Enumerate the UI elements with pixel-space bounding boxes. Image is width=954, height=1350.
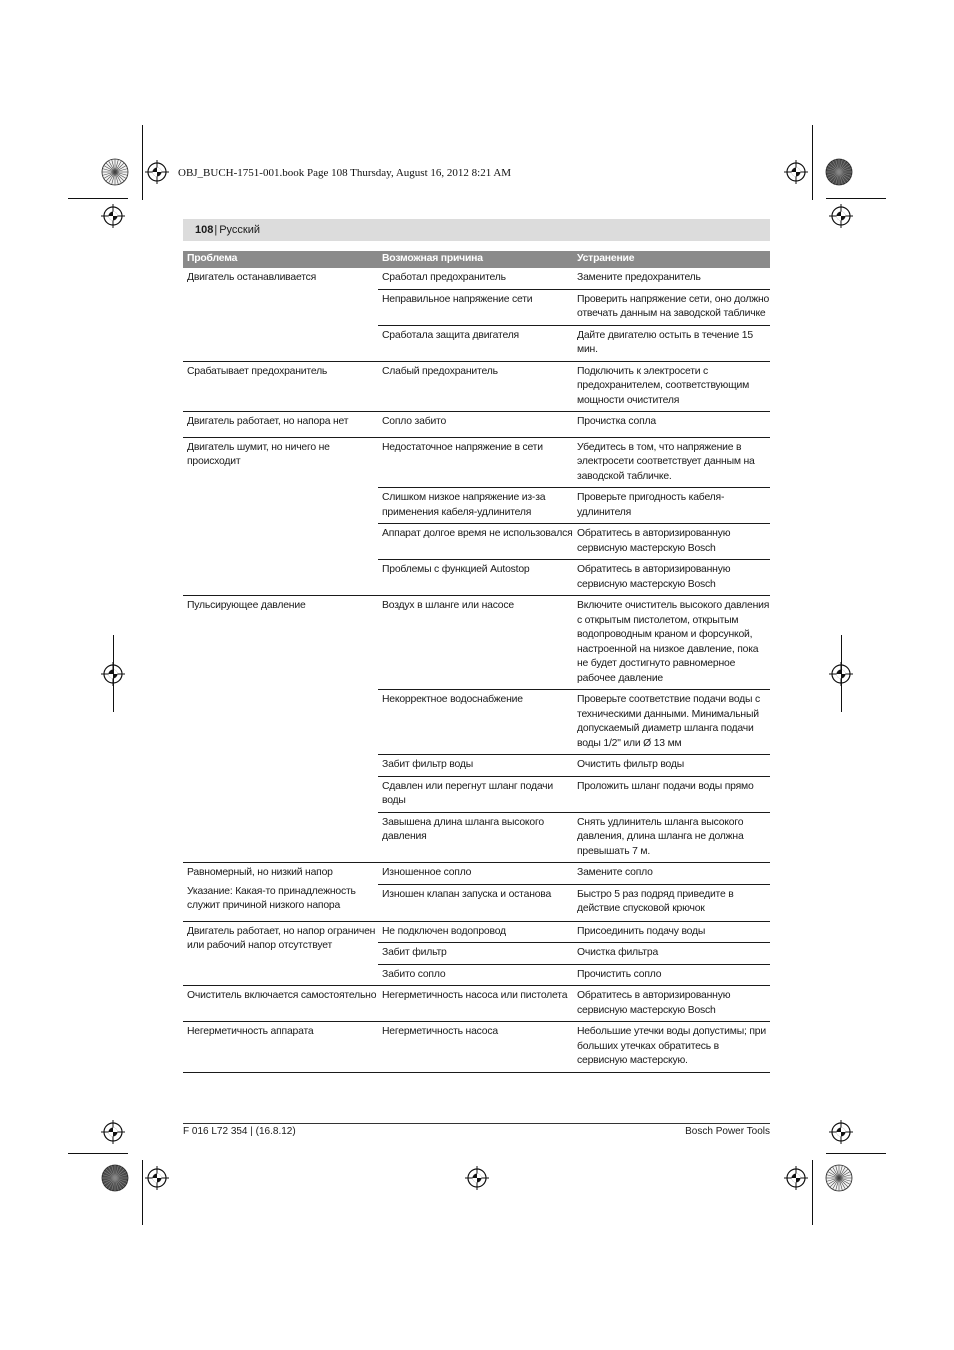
fix-cell: Присоединить подачу воды bbox=[577, 925, 706, 937]
footer-brand: Bosch Power Tools bbox=[685, 1126, 770, 1137]
cause-fix-list bbox=[378, 438, 770, 596]
table-row-group bbox=[183, 412, 770, 438]
cause-fix-list bbox=[378, 1022, 770, 1072]
cause-cell: Воздух в шланге или насосе bbox=[382, 600, 514, 611]
table-row bbox=[378, 1022, 770, 1072]
table-row bbox=[378, 986, 770, 1021]
table-row bbox=[378, 362, 770, 412]
table-row-group bbox=[183, 268, 770, 362]
table-row bbox=[378, 884, 770, 920]
cause-fix-list bbox=[378, 268, 770, 361]
table-row bbox=[378, 776, 770, 812]
registration-mark-icon bbox=[465, 1166, 489, 1190]
crop-line bbox=[68, 1153, 128, 1154]
footer-rule bbox=[183, 1123, 770, 1124]
registration-mark-icon bbox=[829, 1120, 853, 1144]
table-row bbox=[378, 289, 770, 325]
table-row bbox=[378, 689, 770, 754]
table-row bbox=[378, 964, 770, 986]
crop-line bbox=[142, 125, 143, 200]
cause-cell: Сработал предохранитель bbox=[382, 272, 506, 283]
table-row bbox=[378, 523, 770, 559]
fix-cell: Подключить к электросети с предохранителем, соответствующим мощности очистителя bbox=[577, 365, 750, 406]
problem-text: Двигатель шумит, но ничего не происходит bbox=[187, 441, 330, 467]
cause-cell: Сопло забито bbox=[382, 416, 447, 427]
crop-line bbox=[142, 1160, 143, 1225]
cause-cell: Проблемы с функцией Autostop bbox=[382, 564, 530, 575]
table-row-group bbox=[183, 863, 770, 922]
color-target-icon bbox=[825, 1164, 853, 1192]
fix-cell: Проверьте соответствие подачи воды с техническими данными. Минимальный допускаемый диаметр шланга подачи воды 1/2" или Ø 13 мм bbox=[577, 694, 760, 749]
cause-cell: Изношенное сопло bbox=[382, 867, 472, 878]
fix-cell: Прочистить сопло bbox=[577, 968, 662, 980]
table-row bbox=[378, 559, 770, 595]
problem-text: Срабатывает предохранитель bbox=[187, 365, 328, 377]
fix-cell: Дайте двигателю остыть в течение 15 мин. bbox=[577, 329, 753, 355]
problem-cell bbox=[183, 596, 378, 862]
cause-cell: Слабый предохранитель bbox=[382, 365, 498, 377]
cause-cell: Забит фильтр воды bbox=[382, 759, 473, 770]
color-target-icon bbox=[101, 1164, 129, 1192]
table-row bbox=[378, 863, 770, 884]
problem-cell bbox=[183, 986, 378, 1021]
cause-cell: Аппарат долгое время не использовался bbox=[382, 528, 573, 539]
fix-cell: Замените сопло bbox=[577, 867, 653, 878]
table-row-group bbox=[183, 362, 770, 413]
crop-line bbox=[68, 198, 128, 199]
table-row bbox=[378, 812, 770, 863]
footer-doc-code: F 016 L72 354 | (16.8.12) bbox=[183, 1126, 296, 1137]
troubleshooting-table bbox=[183, 251, 770, 1073]
table-row-group bbox=[183, 1022, 770, 1073]
crop-header: OBJ_BUCH-1751-001.book Page 108 Thursday, August 16, 2012 8:21 AM bbox=[178, 167, 512, 179]
color-target-icon bbox=[101, 158, 129, 186]
problem-text: Двигатель работает, но напора нет bbox=[187, 416, 349, 427]
problem-cell bbox=[183, 1022, 378, 1072]
crop-line bbox=[841, 635, 842, 712]
table-row-group bbox=[183, 596, 770, 863]
fix-cell: Обратитесь в авторизированную сервисную мастерскую Bosch bbox=[577, 528, 731, 554]
cause-cell: Негерметичность насоса или пистолета bbox=[382, 990, 568, 1001]
crop-line bbox=[826, 1153, 886, 1154]
problem-cell bbox=[183, 863, 378, 921]
cause-cell: Недостаточное напряжение в сети bbox=[382, 441, 543, 453]
fix-cell: Быстро 5 раз подряд приведите в действие спусковой крючок bbox=[577, 888, 734, 914]
table-row bbox=[378, 754, 770, 776]
fix-cell: Обратитесь в авторизированную сервисную мастерскую Bosch bbox=[577, 564, 731, 590]
cause-cell: Сработала защита двигателя bbox=[382, 329, 519, 341]
fix-cell: Обратитесь в авторизированную сервисную мастерскую Bosch bbox=[577, 990, 731, 1016]
cause-fix-list bbox=[378, 986, 770, 1021]
cause-cell: Изношен клапан запуска и останова bbox=[382, 888, 552, 900]
table-row bbox=[378, 922, 770, 943]
table-row-group bbox=[183, 438, 770, 597]
table-row-group bbox=[183, 922, 770, 987]
problem-cell bbox=[183, 412, 378, 437]
registration-mark-icon bbox=[101, 204, 125, 228]
page-header-band bbox=[183, 219, 770, 241]
table-row bbox=[378, 942, 770, 964]
cause-cell: Сдавлен или перегнут шланг подачи воды bbox=[382, 780, 553, 806]
page-separator: | bbox=[214, 224, 218, 236]
problem-text: Негерметичность аппарата bbox=[187, 1026, 314, 1037]
cause-fix-list bbox=[378, 596, 770, 862]
cause-fix-list bbox=[378, 922, 770, 986]
fix-cell: Очистить фильтр воды bbox=[577, 759, 685, 770]
problem-text: Указание: Какая-то принадлежность служит причиной низкого напора bbox=[187, 885, 356, 911]
table-row-group bbox=[183, 986, 770, 1022]
cause-fix-list bbox=[378, 412, 770, 437]
problem-text: Пульсирующее давление bbox=[187, 600, 306, 611]
column-header-problem: Проблема bbox=[187, 253, 238, 265]
column-header-fix: Устранение bbox=[577, 253, 635, 265]
table-row bbox=[378, 487, 770, 523]
fix-cell: Замените предохранитель bbox=[577, 272, 701, 283]
registration-mark-icon bbox=[784, 160, 808, 184]
table-row bbox=[378, 412, 770, 433]
problem-text: Двигатель останавливается bbox=[187, 272, 317, 283]
problem-cell bbox=[183, 922, 378, 986]
table-row bbox=[378, 438, 770, 488]
cause-cell: Слишком низкое напряжение из-за применения кабеля-удлинителя bbox=[382, 492, 546, 518]
cause-cell: Некорректное водоснабжение bbox=[382, 694, 523, 705]
crop-line bbox=[812, 1160, 813, 1225]
registration-mark-icon bbox=[145, 1166, 169, 1190]
problem-text: Равномерный, но низкий напор bbox=[187, 867, 333, 878]
cause-cell: Забит фильтр bbox=[382, 947, 447, 958]
fix-cell: Включите очиститель высокого давления с открытым пистолетом, открытым водопроводным краном и форсункой, настроенной на низкое давление, пока не будет достигнуто равномерное рабочее давление bbox=[577, 600, 770, 684]
cause-fix-list bbox=[378, 863, 770, 921]
cause-cell: Неправильное напряжение сети bbox=[382, 293, 533, 305]
fix-cell: Проверить напряжение сети, оно должно отвечать данным на заводской табличке bbox=[577, 293, 770, 319]
column-header-cause: Возможная причина bbox=[382, 253, 483, 265]
registration-mark-icon bbox=[829, 204, 853, 228]
fix-cell: Убедитесь в том, что напряжение в электросети соответствует данным на заводской табличке. bbox=[577, 441, 755, 482]
crop-line bbox=[812, 125, 813, 200]
registration-mark-icon bbox=[145, 160, 169, 184]
fix-cell: Снять удлинитель шланга высокого давления, длина шланга не должна превышать 7 м. bbox=[577, 816, 744, 857]
table-header bbox=[183, 251, 770, 268]
table-row bbox=[378, 596, 770, 689]
problem-cell bbox=[183, 362, 378, 412]
table-body bbox=[183, 268, 770, 1073]
cause-cell: Забито сопло bbox=[382, 968, 446, 980]
fix-cell: Прочистка сопла bbox=[577, 416, 656, 427]
fix-cell: Проложить шланг подачи воды прямо bbox=[577, 780, 754, 792]
table-row bbox=[378, 268, 770, 289]
crop-line bbox=[826, 198, 886, 199]
problem-cell bbox=[183, 438, 378, 596]
fix-cell: Небольшие утечки воды допустимы; при больших утечках обратитесь в сервисную мастерскую. bbox=[577, 1026, 766, 1066]
table-row bbox=[378, 325, 770, 361]
registration-mark-icon bbox=[784, 1166, 808, 1190]
registration-mark-icon bbox=[101, 1120, 125, 1144]
cause-cell: Не подключен водопровод bbox=[382, 925, 506, 937]
cause-fix-list bbox=[378, 362, 770, 412]
problem-cell bbox=[183, 268, 378, 361]
fix-cell: Проверьте пригодность кабеля-удлинителя bbox=[577, 492, 725, 518]
cause-cell: Завышена длина шланга высокого давления bbox=[382, 816, 544, 842]
problem-text: Очиститель включается самостоятельно bbox=[187, 990, 377, 1001]
crop-line bbox=[113, 635, 114, 712]
problem-text: Двигатель работает, но напор ограничен или рабочий напор отсутствует bbox=[187, 925, 376, 951]
fix-cell: Очистка фильтра bbox=[577, 947, 659, 958]
page-language: Русский bbox=[219, 224, 261, 236]
page-number: 108 bbox=[195, 224, 214, 236]
color-target-icon bbox=[825, 158, 853, 186]
cause-cell: Негерметичность насоса bbox=[382, 1026, 498, 1037]
